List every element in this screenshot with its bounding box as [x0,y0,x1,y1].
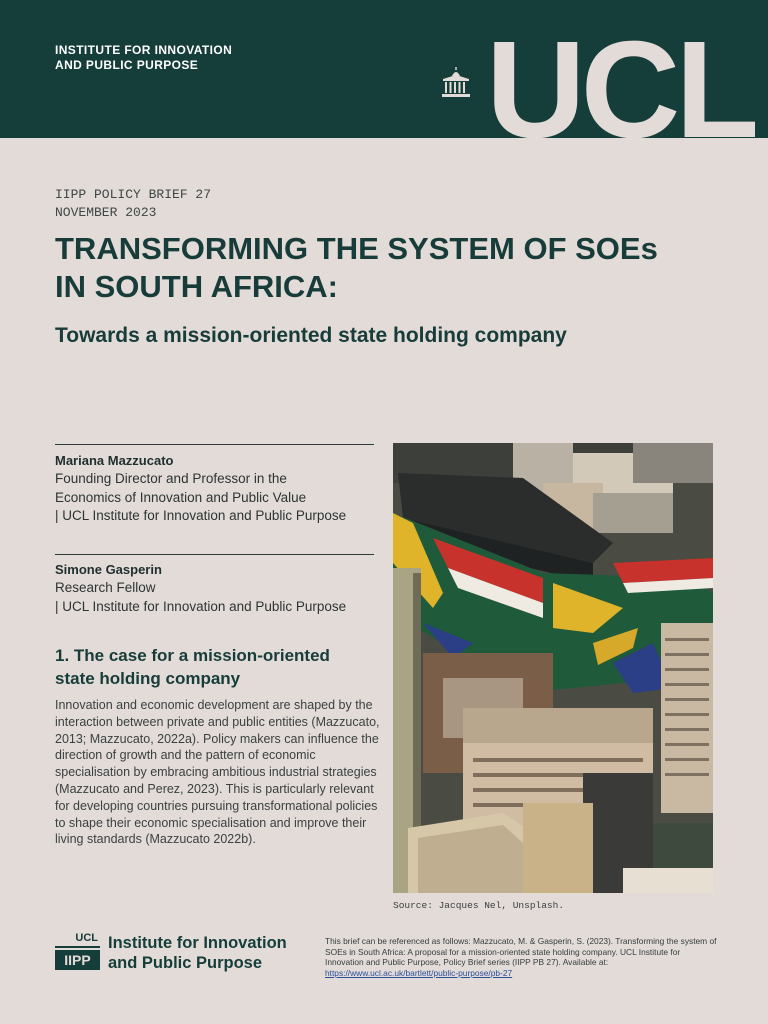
author-divider [55,554,374,555]
page-title [55,230,735,306]
logo-iipp-text: IIPP [55,950,100,970]
author-role [55,470,385,526]
brief-date: NOVEMBER 2023 [55,205,157,220]
section-body: Innovation and economic development are shaped by the interaction between private and public entities (Mazzucato, 2013; Mazzucato, 2022a). Policy makers can influence the direction of growth and the pattern of economic specialisation by embracing ambitious industrial strategies (Mazzucato and Perez, 2023). This is particularly relevant for developing countries pursuing transformational policies to shape their economic specialisation and improve their living standards (Mazzucato 2022b). [55,698,380,847]
title-line1: TRANSFORMING THE SYSTEM OF SOEs [55,231,658,266]
photo-caption: Source: Jacques Nel, Unsplash. [393,900,565,911]
author-role-line: | UCL Institute for Innovation and Public Purpose [55,598,347,614]
institute-name-line1: INSTITUTE FOR INNOVATION [55,43,233,57]
title-line2: IN SOUTH AFRICA: [55,269,338,304]
author-role-line: Founding Director and Professor in the [55,471,287,486]
portico-icon [440,67,472,99]
author-divider [55,444,374,445]
section-heading [55,644,385,690]
citation-text: This brief can be referenced as follows: Mazzucato, M. & Gasperin, S. (2023). Transforming the system of SOEs in South Africa: A proposal for a mission-oriented state holding company. UCL Institute for Innovation and Public Purpose, Policy Brief series (IIPP PB 27). Available at: [325,936,717,968]
author-name: Mariana Mazzucato [55,453,174,468]
author-role-line: | UCL Institute for Innovation and Public Purpose [55,508,347,523]
author-role-line: Economics of Innovation and Public Value [55,489,307,505]
ucl-logo: UCL [486,22,755,138]
page-subtitle: Towards a mission-oriented state holding company [55,324,567,347]
footer-institute-name [108,933,287,973]
section-heading-line2: state holding company [55,669,241,688]
institute-name-line2: AND PUBLIC PURPOSE [55,58,199,72]
brief-number: IIPP POLICY BRIEF 27 [55,187,212,202]
author-name: Simone Gasperin [55,562,162,577]
author-role-line: Research Fellow [55,580,156,595]
iipp-logo [55,932,100,972]
section-heading-line1: 1. The case for a mission-oriented [55,646,330,665]
city-photo [393,443,713,893]
footer-name-line2: and Public Purpose [108,954,263,972]
logo-ucl-text: UCL [75,932,98,944]
header-banner [0,0,768,138]
author-role [55,579,385,616]
citation-link[interactable]: https://www.ucl.ac.uk/bartlett/public-purpose/pb-27 [325,967,513,978]
footer-name-line1: Institute for Innovation [108,934,287,952]
citation-note [325,936,720,978]
